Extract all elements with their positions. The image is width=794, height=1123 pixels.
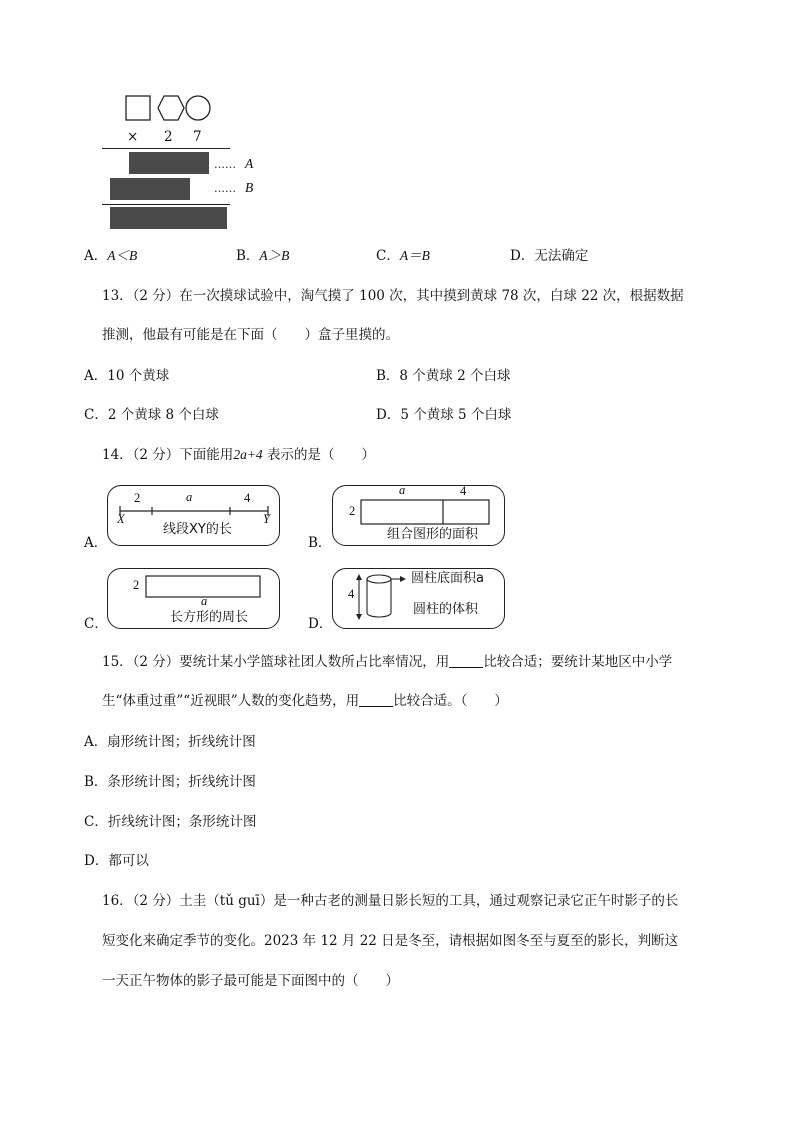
q14-option-a-letter[interactable]: A．	[84, 535, 108, 551]
rect-c-label-a: a	[201, 594, 208, 608]
q14-option-d-card[interactable]	[332, 568, 505, 629]
option-d-caption-2: 圆柱的体积	[413, 602, 479, 617]
q13-option-b[interactable]: B．8 个黄球 2 个白球	[376, 368, 511, 384]
dots-a: ……	[214, 158, 236, 171]
q13-option-d[interactable]: D．5 个黄球 5 个白球	[376, 407, 512, 423]
blank-2[interactable]	[359, 692, 393, 707]
rule-line-top	[102, 148, 230, 149]
multiplier-digit-2: 7	[193, 129, 202, 145]
rule-line-bottom	[102, 204, 230, 205]
q15-option-b[interactable]: B．条形统计图；折线统计图	[84, 774, 256, 790]
q13-option-c[interactable]: C．2 个黄球 8 个白球	[84, 407, 219, 423]
circle-icon	[186, 96, 210, 120]
q15-option-d[interactable]: D．都可以	[84, 853, 149, 869]
seg-label-a: a	[186, 490, 193, 504]
partial-product-b	[110, 178, 190, 200]
rect-c-label-2: 2	[133, 578, 140, 592]
q15-stem-line2: 生“体重过重”“近视眼”人数的变化趋势，用 比较合适。（ ）	[102, 693, 508, 709]
multiplier-digit-1: 2	[164, 129, 173, 145]
times-sign: ×	[127, 129, 139, 145]
cyl-label-4: 4	[348, 587, 355, 601]
shape-placeholders	[120, 92, 220, 124]
q13-stem-line1: 13．（2 分）在一次摸球试验中，淘气摸了 100 次，其中摸到黄球 78 次，白球 22 次，根据数据	[102, 288, 684, 304]
option-b-caption: 组合图形的面积	[387, 527, 479, 542]
q12-option-d[interactable]: D．无法确定	[510, 248, 589, 264]
final-product	[110, 207, 227, 229]
q14-stem: 14．（2 分）下面能用2a+4 表示的是（ ）	[102, 447, 375, 463]
seg-label-4: 4	[244, 491, 251, 505]
label-b: B	[245, 180, 254, 195]
q16-stem-line2: 短变化来确定季节的变化。2023 年 12 月 22 日是冬至，请根据如图冬至与夏至的影长，判断这	[102, 933, 679, 949]
option-c-caption: 长方形的周长	[170, 610, 249, 625]
q16-stem-line1: 16．（2 分）土圭（tǔ guī）是一种古老的测量日影长短的工具，通过观察记录它正午时影子的长	[102, 893, 679, 909]
q13-option-a[interactable]: A．10 个黄球	[84, 368, 170, 384]
option-d-caption-1: 圆柱底面积a	[411, 571, 484, 586]
q14-option-a-card[interactable]	[107, 485, 280, 546]
rect-label-a: a	[399, 483, 406, 497]
q14-option-b-card[interactable]	[332, 485, 505, 546]
label-a: A	[245, 156, 254, 171]
hexagon-icon	[158, 96, 184, 120]
q14-option-b-letter[interactable]: B．	[308, 535, 332, 551]
seg-label-x: X	[117, 512, 125, 526]
q14-option-c-card[interactable]	[107, 568, 280, 629]
square-icon	[126, 96, 150, 120]
blank-1[interactable]	[449, 653, 483, 668]
dots-b: ……	[214, 182, 236, 195]
q15-stem-line1: 15．（2 分）要统计某小学篮球社团人数所占比率情况，用 比较合适；要统计某地区中小学	[102, 654, 673, 670]
q12-option-b[interactable]: B．A＞B	[236, 248, 290, 264]
q12-option-c[interactable]: C．A＝B	[376, 248, 430, 264]
q15-option-c[interactable]: C．折线统计图；条形统计图	[84, 814, 257, 830]
partial-product-a	[129, 152, 209, 174]
seg-label-2: 2	[134, 491, 141, 505]
option-a-caption: 线段XY的长	[163, 522, 232, 537]
rect-label-4: 4	[460, 484, 467, 498]
seg-label-y: Y	[263, 512, 270, 526]
q15-option-a[interactable]: A．扇形统计图；折线统计图	[84, 734, 256, 750]
q14-option-c-letter[interactable]: C．	[84, 616, 108, 632]
q13-stem-line2: 推测，他最有可能是在下面（ ）盒子里摸的。	[102, 327, 399, 343]
rect-label-2: 2	[349, 504, 356, 518]
q16-stem-line3: 一天正午物体的影子最可能是下面图中的（ ）	[102, 973, 399, 989]
q14-option-d-letter[interactable]: D．	[308, 616, 333, 632]
q12-option-a[interactable]: A．A＜B	[84, 248, 138, 264]
